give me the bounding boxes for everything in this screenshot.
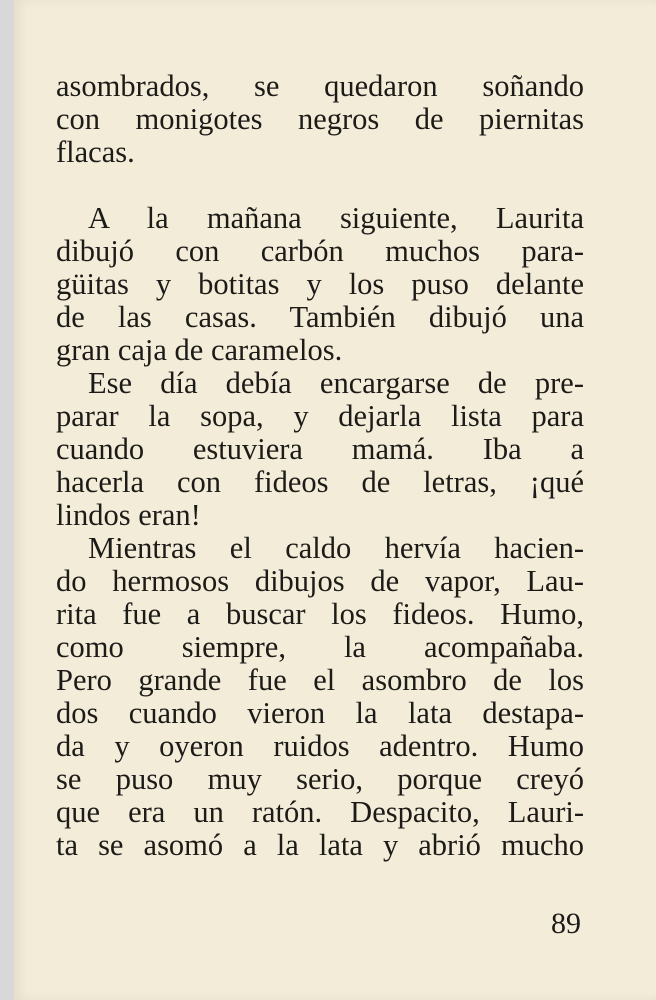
book-page (14, 0, 656, 1000)
text-line: Pero grande fue el asombro de los (56, 663, 584, 697)
paragraph (56, 367, 584, 532)
paragraph (56, 70, 584, 169)
text-line: do hermosos dibujos de vapor, Lau- (56, 564, 584, 598)
text-line: asombrados, se quedaron soñando (56, 69, 584, 103)
text-line: ta se asomó a la lata y abrió mucho (56, 828, 584, 862)
text-line: se puso muy serio, porque creyó (56, 762, 584, 796)
paragraph (56, 532, 584, 862)
text-line: de las casas. También dibujó una (56, 300, 584, 334)
text-line: gran caja de caramelos. (56, 333, 343, 367)
text-line: cuando estuviera mamá. Iba a (56, 432, 584, 466)
paragraph (56, 202, 584, 367)
text-line: flacas. (56, 135, 135, 169)
text-line: güitas y botitas y los puso delante (56, 267, 584, 301)
text-line: hacerla con fideos de letras, ¡qué (56, 465, 584, 499)
text-line: dos cuando vieron la lata destapa- (56, 696, 584, 730)
paragraph-gap (56, 169, 584, 202)
text-line: lindos eran! (56, 498, 201, 532)
text-line: que era un ratón. Despacito, Lauri- (56, 795, 584, 829)
text-line: A la mañana siguiente, Laurita (88, 201, 584, 235)
text-line: rita fue a buscar los fideos. Humo, (56, 597, 584, 631)
page-number: 89 (551, 907, 581, 940)
text-line: como siempre, la acompañaba. (56, 630, 584, 664)
text-line: con monigotes negros de piernitas (56, 102, 584, 136)
body-text (56, 70, 584, 862)
text-line: da y oyeron ruidos adentro. Humo (56, 729, 584, 763)
text-line: parar la sopa, y dejarla lista para (56, 399, 584, 433)
text-line: Mientras el caldo hervía hacien- (88, 531, 584, 565)
text-line: Ese día debía encargarse de pre- (88, 366, 584, 400)
text-line: dibujó con carbón muchos para- (56, 234, 584, 268)
